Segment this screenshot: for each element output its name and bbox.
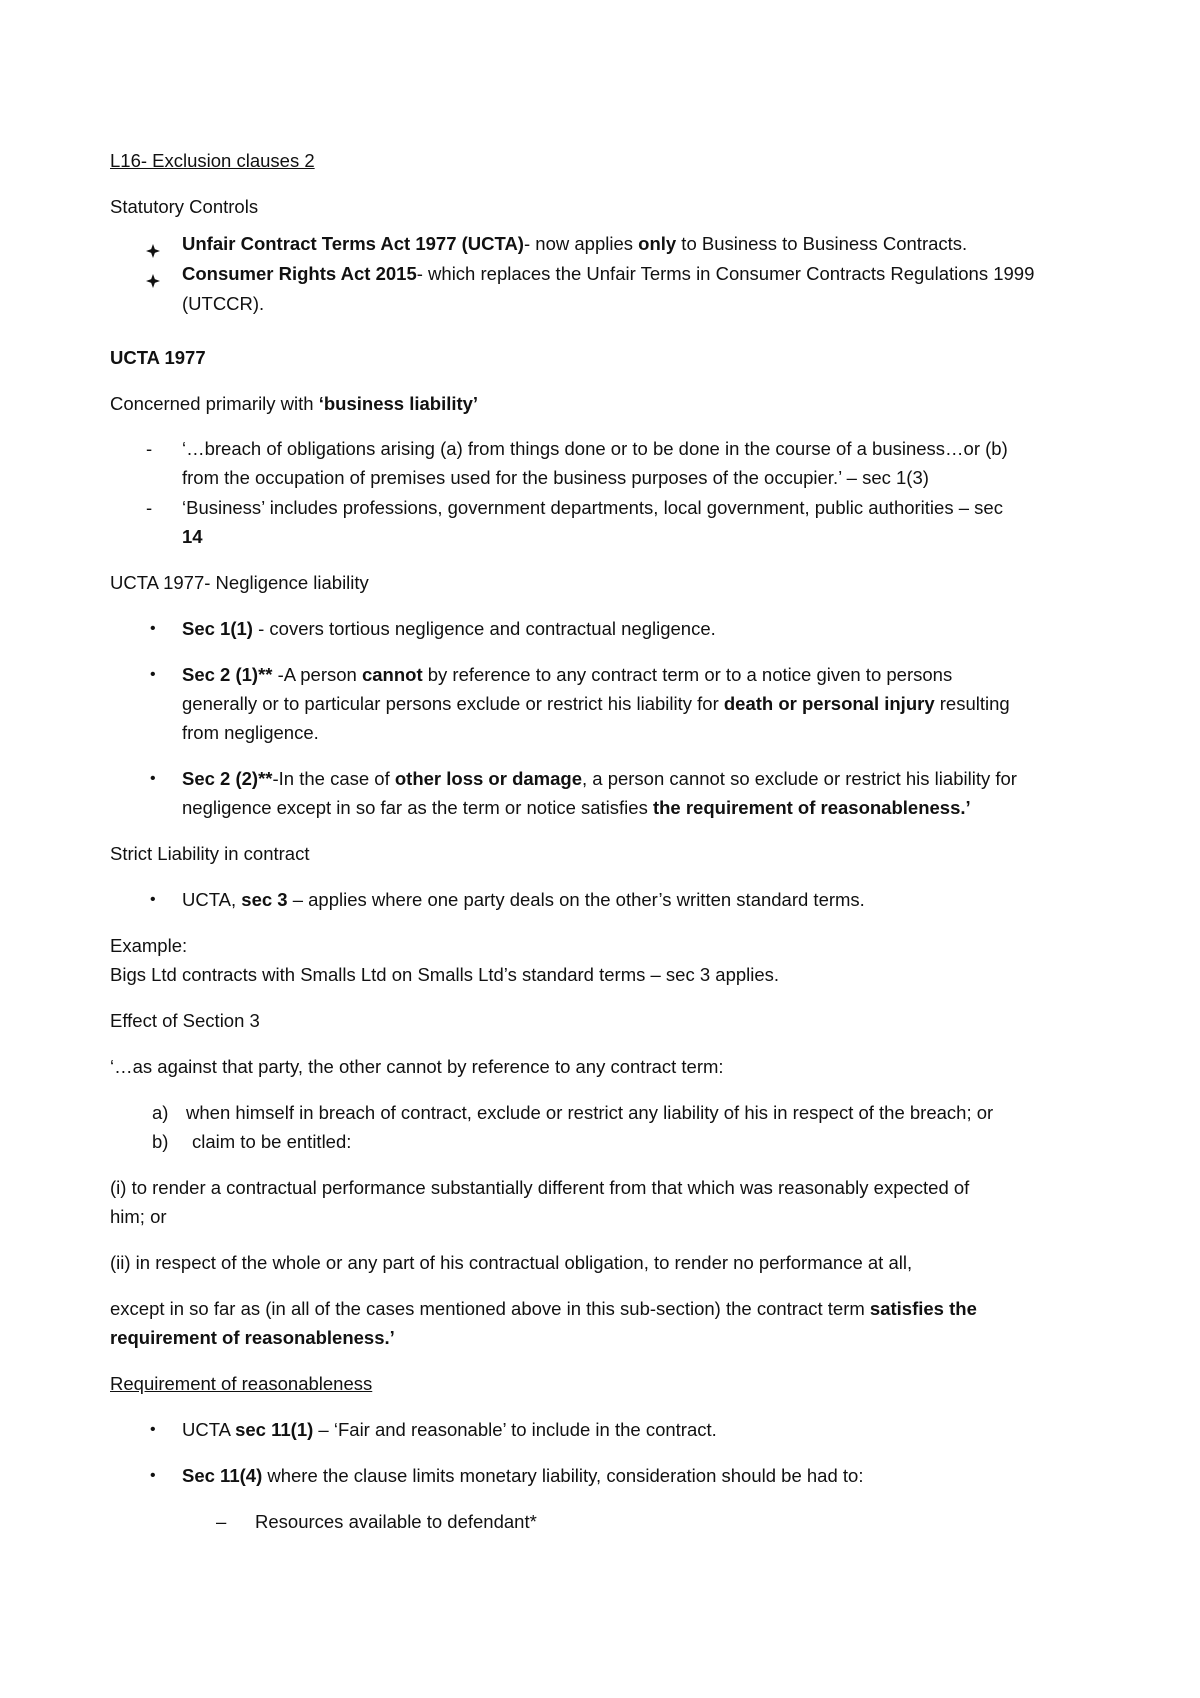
- list-item: Sec 1(1) - covers tortious negligence and contractual negligence.: [182, 618, 716, 639]
- list-item-continuation: negligence except in so far as the term or notice satisfies the requirement of reasonableness.’: [182, 797, 971, 818]
- bullet-dot-icon: •: [150, 1421, 156, 1438]
- example-label: Example:: [110, 935, 188, 956]
- list-item-continuation: generally or to particular persons exclude or restrict his liability for death or personal injury resulting: [182, 693, 1010, 714]
- dash-bullet: –: [216, 1511, 227, 1532]
- list-item-continuation: 14: [182, 526, 203, 547]
- list-marker: a): [152, 1102, 169, 1123]
- list-item: ‘…breach of obligations arising (a) from things done or to be done in the course of a business…or (b): [182, 438, 1008, 459]
- section-heading-negligence: UCTA 1977- Negligence liability: [110, 572, 369, 593]
- diamond-bullet-icon: [145, 268, 161, 297]
- list-item-continuation: (UTCCR).: [182, 293, 265, 314]
- list-item: UCTA sec 11(1) – ‘Fair and reasonable’ to include in the contract.: [182, 1419, 717, 1440]
- section-heading-ucta: UCTA 1977: [110, 347, 206, 368]
- bullet-dot-icon: •: [150, 770, 156, 787]
- section-heading-strict-liability: Strict Liability in contract: [110, 843, 310, 864]
- example-text: Bigs Ltd contracts with Smalls Ltd on Smalls Ltd’s standard terms – sec 3 applies.: [110, 964, 780, 985]
- document-title: L16- Exclusion clauses 2: [110, 150, 315, 171]
- paragraph-continuation: him; or: [110, 1206, 167, 1227]
- list-item: when himself in breach of contract, exclude or restrict any liability of his in respect of the breach; or: [186, 1102, 994, 1123]
- list-marker: b): [152, 1131, 169, 1152]
- list-item: Resources available to defendant*: [255, 1511, 537, 1532]
- paragraph: Concerned primarily with ‘business liability’: [110, 393, 479, 414]
- list-item: claim to be entitled:: [192, 1131, 352, 1152]
- dash-bullet: -: [146, 438, 153, 459]
- bullet-dot-icon: •: [150, 1467, 156, 1484]
- list-item: Consumer Rights Act 2015- which replaces the Unfair Terms in Consumer Contracts Regulations 1999: [182, 263, 1035, 284]
- bullet-dot-icon: •: [150, 666, 156, 683]
- diamond-bullet-icon: [145, 238, 161, 267]
- paragraph: ‘…as against that party, the other cannot by reference to any contract term:: [110, 1056, 724, 1077]
- dash-bullet: -: [146, 497, 153, 518]
- section-heading-statutory-controls: Statutory Controls: [110, 196, 259, 217]
- paragraph: except in so far as (in all of the cases mentioned above in this sub-section) the contract term satisfies the: [110, 1298, 977, 1319]
- section-heading-effect: Effect of Section 3: [110, 1010, 260, 1031]
- list-item-continuation: from negligence.: [182, 722, 319, 743]
- list-item: ‘Business’ includes professions, government departments, local government, public authorities – sec: [182, 497, 1003, 518]
- list-item: Sec 11(4) where the clause limits monetary liability, consideration should be had to:: [182, 1465, 864, 1486]
- list-item: Sec 2 (2)**-In the case of other loss or damage, a person cannot so exclude or restrict his liability for: [182, 768, 1017, 789]
- section-heading-reasonableness: Requirement of reasonableness: [110, 1373, 373, 1394]
- paragraph: (ii) in respect of the whole or any part of his contractual obligation, to render no performance at all,: [110, 1252, 913, 1273]
- bullet-dot-icon: •: [150, 620, 156, 637]
- list-item: UCTA, sec 3 – applies where one party deals on the other’s written standard terms.: [182, 889, 865, 910]
- bullet-dot-icon: •: [150, 891, 156, 908]
- paragraph: (i) to render a contractual performance substantially different from that which was reasonably expected of: [110, 1177, 970, 1198]
- list-item-continuation: from the occupation of premises used for the business purposes of the occupier.’ – sec 1(3): [182, 467, 929, 488]
- list-item: Unfair Contract Terms Act 1977 (UCTA)- now applies only to Business to Business Contracts.: [182, 233, 968, 254]
- list-item: Sec 2 (1)** -A person cannot by reference to any contract term or to a notice given to persons: [182, 664, 953, 685]
- paragraph-continuation: requirement of reasonableness.’: [110, 1327, 395, 1348]
